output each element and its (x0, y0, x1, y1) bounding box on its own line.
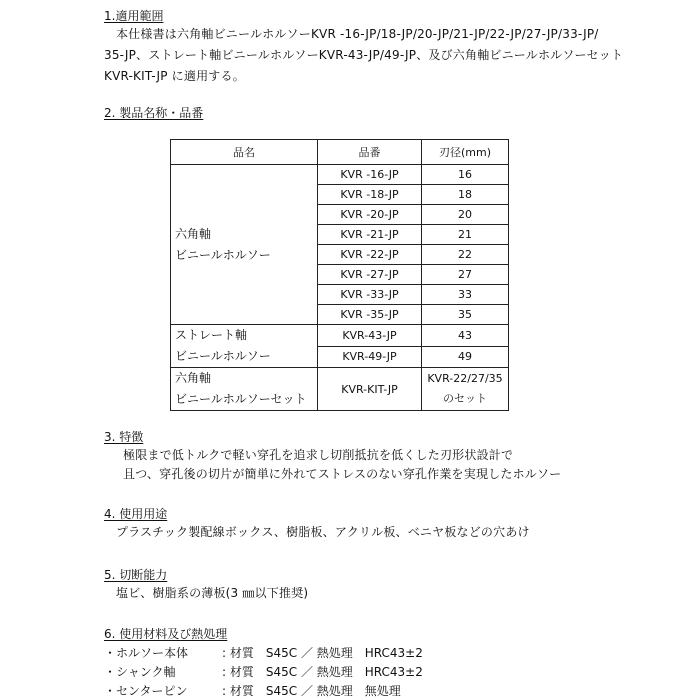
header-code: 品番 (318, 140, 422, 165)
table-cell-code: KVR -18-JP (318, 185, 422, 205)
group-2-name-line: ビニールホルソー (175, 349, 271, 363)
material-item-spec: : 材質 S45C ／ 熱処理 無処理 (222, 684, 401, 698)
table-cell-size: 49 (422, 346, 509, 368)
section-4-line: プラスチック製配線ボックス、樹脂板、アクリル板、ベニヤ板などの穴あけ (116, 525, 530, 539)
table-cell-code: KVR -16-JP (318, 165, 422, 185)
group-1-name (171, 165, 318, 325)
table-cell-code: KVR -20-JP (318, 205, 422, 225)
section-1-line-2: 35-JP、ストレート軸ビニールホルソーKVR-43-JP/49-JP、及び六角軸ビニールホルソーセット (104, 48, 624, 62)
section-1-heading: 1.適用範囲 (104, 9, 164, 23)
material-item-label: ・ホルソー本体 (104, 646, 189, 660)
material-item-spec: : 材質 S45C ／ 熱処理 HRC43±2 (222, 665, 423, 679)
section-5-line: 塩ビ、樹脂系の薄板(3 ㎜以下推奨) (116, 586, 309, 600)
section-2-heading: 2. 製品名称・品番 (104, 106, 204, 120)
table-cell-size: 33 (422, 285, 509, 305)
table-cell-code: KVR -22-JP (318, 245, 422, 265)
material-item-label: ・シャンク軸 (104, 665, 176, 679)
material-item-label: ・センターピン (104, 684, 188, 698)
table-cell-code: KVR-43-JP (318, 325, 422, 347)
group-3-name (171, 368, 318, 411)
group-1-name-line: ビニールホルソー (175, 247, 271, 262)
section-1-line-3: KVR-KIT-JP に適用する。 (104, 69, 245, 83)
table-cell-size: 27 (422, 265, 509, 285)
section-3-line-1: 極限まで低トルクで軽い穿孔を追求し切削抵抗を低くした刃形状設計で (123, 448, 514, 462)
set-size-line: のセット (443, 392, 487, 405)
table-cell-size: 16 (422, 165, 509, 185)
table-cell-size-set (422, 368, 509, 411)
group-1-name-line: 六角軸 (175, 226, 212, 241)
table-cell-code: KVR -35-JP (318, 305, 422, 325)
table-cell-code: KVR-49-JP (318, 346, 422, 368)
table-cell-size: 43 (422, 325, 509, 347)
section-5-heading: 5. 切断能力 (104, 568, 168, 582)
group-2-name-line: ストレート軸 (175, 328, 248, 342)
section-4-heading: 4. 使用用途 (104, 507, 168, 521)
group-3-name-line: ビニールホルソーセット (175, 392, 307, 406)
table-cell-size: 20 (422, 205, 509, 225)
header-size: 刃径(mm) (422, 140, 509, 165)
table-cell-size: 22 (422, 245, 509, 265)
material-item-spec: : 材質 S45C ／ 熱処理 HRC43±2 (222, 646, 423, 660)
table-cell-size: 21 (422, 225, 509, 245)
table-cell-size: 35 (422, 305, 509, 325)
header-name: 品名 (171, 140, 318, 165)
product-table (170, 139, 509, 411)
section-3-heading: 3. 特徴 (104, 430, 144, 444)
table-cell-code: KVR-KIT-JP (318, 368, 422, 411)
table-cell-size: 18 (422, 185, 509, 205)
group-3-name-line: 六角軸 (175, 371, 212, 385)
table-cell-code: KVR -33-JP (318, 285, 422, 305)
table-cell-code: KVR -21-JP (318, 225, 422, 245)
section-1-line-1: 本仕様書は六角軸ビニールホルソーKVR -16-JP/18-JP/20-JP/21-JP/22-JP/27-JP/33-JP/ (116, 27, 599, 41)
table-cell-code: KVR -27-JP (318, 265, 422, 285)
section-3-line-2: 且つ、穿孔後の切片が簡単に外れてストレスのない穿孔作業を実現したホルソー (123, 467, 562, 481)
section-6-heading: 6. 使用材料及び熱処理 (104, 627, 228, 641)
group-2-name (171, 325, 318, 368)
set-size-line: KVR-22/27/35 (427, 372, 503, 385)
